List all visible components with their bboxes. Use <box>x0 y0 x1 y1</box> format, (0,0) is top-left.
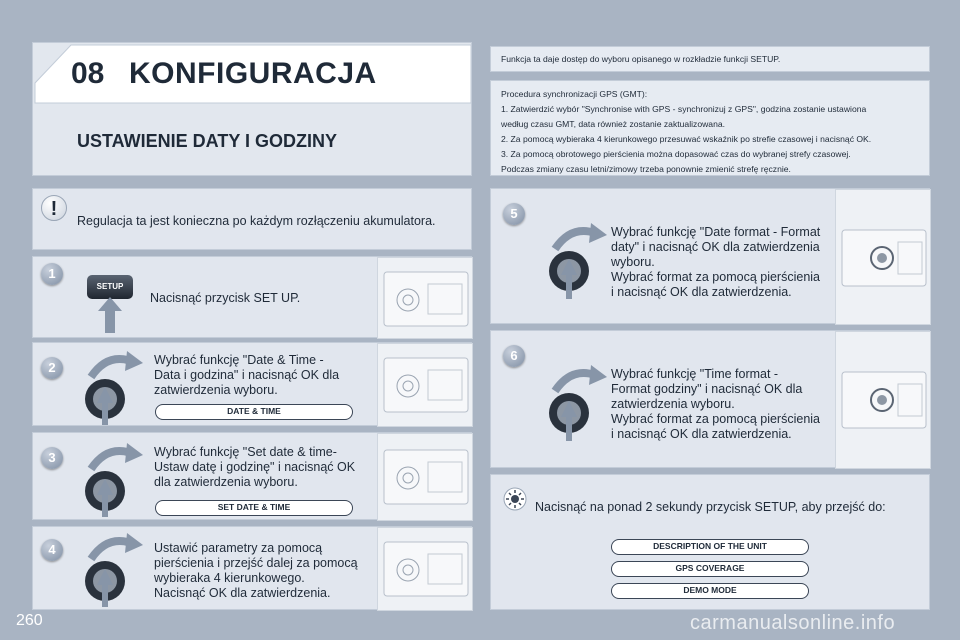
info-line-2: według czasu GMT, data również zostanie zaktualizowana. <box>501 119 726 129</box>
radio-unit-image <box>377 257 473 339</box>
step-4-text-line-1: Ustawić parametry za pomocą <box>154 541 323 555</box>
step-4-badge: 4 <box>41 539 63 561</box>
step-3-panel <box>32 432 472 520</box>
chapter-number: 08 <box>71 57 105 90</box>
step-5-text-line-4: Wybrać format za pomocą pierścienia <box>611 270 820 284</box>
info-line-3: 2. Za pomocą wybieraka 4 kierunkowego przesuwać wskaźnik po strefie czasowej i nacisnąć OK. <box>501 134 872 144</box>
warning-text: Regulacja ta jest konieczna po każdym rozłączeniu akumulatora. <box>77 214 436 228</box>
step-6-text-line-1: Wybrać funkcję "Time format - <box>611 367 779 381</box>
date-time-menu-item[interactable]: DATE & TIME <box>155 404 353 420</box>
radio-unit-image <box>835 331 931 469</box>
step-5-badge: 5 <box>503 203 525 225</box>
step-4-text-line-4: Nacisnąć OK dla zatwierdzenia. <box>154 586 331 600</box>
step-6-badge: 6 <box>503 345 525 367</box>
step-6-panel <box>490 330 930 468</box>
step-4-panel <box>32 526 472 610</box>
demo-mode-item[interactable]: DEMO MODE <box>611 583 809 599</box>
warning-icon: ! <box>41 195 67 221</box>
warning-panel <box>32 188 472 250</box>
section-title: USTAWIENIE DATY I GODZINY <box>77 131 338 151</box>
info-line-5: Podczas zmiany czasu letni/zimowy trzeba ponownie zmienić strefę ręcznie. <box>501 164 791 174</box>
step-3-text-line-2: Ustaw datę i godzinę" i nacisnąć OK <box>154 460 356 474</box>
step-6-text-line-3: zatwierdzenia wyboru. <box>611 397 735 411</box>
tip-panel <box>490 474 930 610</box>
press-arrow-icon <box>97 297 123 333</box>
rotary-knob-icon[interactable] <box>77 529 147 614</box>
sun-icon <box>503 487 527 516</box>
step-1-badge: 1 <box>41 263 63 285</box>
step-3-badge: 3 <box>41 447 63 469</box>
rotary-knob-icon[interactable] <box>77 347 147 432</box>
watermark: carmanualsonline.info <box>690 612 896 634</box>
rotary-knob-icon[interactable] <box>541 359 611 448</box>
header-panel <box>32 42 472 176</box>
step-3-text-line-3: dla zatwierdzenia wyboru. <box>154 475 298 489</box>
step-2-text-line-3: zatwierdzenia wyboru. <box>154 383 278 397</box>
info-intro-panel <box>490 46 930 72</box>
rotary-knob-icon[interactable] <box>77 439 147 524</box>
step-5-panel <box>490 188 930 324</box>
page-number: 260 <box>16 612 43 629</box>
info-intro: Funkcja ta daje dostęp do wyboru opisanego w rozkładzie funkcji SETUP. <box>501 54 781 64</box>
step-6-text-line-5: i nacisnąć OK dla zatwierdzenia. <box>611 427 792 441</box>
step-6-text-line-4: Wybrać format za pomocą pierścienia <box>611 412 820 426</box>
step-5-text-line-2: daty" i nacisnąć OK dla zatwierdzenia <box>611 240 820 254</box>
step-2-badge: 2 <box>41 357 63 379</box>
radio-unit-image <box>377 433 473 521</box>
step-2-panel <box>32 342 472 426</box>
step-1-text: Nacisnąć przycisk SET UP. <box>150 291 301 305</box>
step-2-text-line-1: Wybrać funkcję "Date & Time - <box>154 353 324 367</box>
setup-button[interactable]: SETUP <box>87 275 133 299</box>
chapter-title: KONFIGURACJA <box>129 57 377 90</box>
info-line-0: Procedura synchronizacji GPS (GMT): <box>501 89 648 99</box>
radio-unit-image <box>377 527 473 611</box>
gps-coverage-item[interactable]: GPS COVERAGE <box>611 561 809 577</box>
radio-unit-image <box>377 343 473 427</box>
set-date-time-menu-item[interactable]: SET DATE & TIME <box>155 500 353 516</box>
step-5-text-line-5: i nacisnąć OK dla zatwierdzenia. <box>611 285 792 299</box>
rotary-knob-icon[interactable] <box>541 217 611 306</box>
description-of-unit-item[interactable]: DESCRIPTION OF THE UNIT <box>611 539 809 555</box>
info-panel <box>490 80 930 176</box>
step-2-text-line-2: Data i godzina" i nacisnąć OK dla <box>154 368 340 382</box>
step-6-text-line-2: Format godziny" i nacisnąć OK dla <box>611 382 803 396</box>
info-line-1: 1. Zatwierdzić wybór "Synchronise with GPS - synchronizuj z GPS", godzina zostanie ustawiona <box>501 104 867 114</box>
step-4-text-line-2: pierścienia i przejść dalej za pomocą <box>154 556 358 570</box>
step-3-text-line-1: Wybrać funkcję "Set date & time- <box>154 445 337 459</box>
tip-text: Nacisnąć na ponad 2 sekundy przycisk SETUP, aby przejść do: <box>535 500 886 514</box>
step-4-text-line-3: wybieraka 4 kierunkowego. <box>154 571 305 585</box>
info-line-4: 3. Za pomocą obrotowego pierścienia można dopasować czas do wybranej strefy czasowej. <box>501 149 851 159</box>
step-5-text-line-3: wyboru. <box>611 255 655 269</box>
step-1-panel <box>32 256 472 338</box>
radio-unit-image <box>835 189 931 325</box>
step-5-text-line-1: Wybrać funkcję "Date format - Format <box>611 225 821 239</box>
